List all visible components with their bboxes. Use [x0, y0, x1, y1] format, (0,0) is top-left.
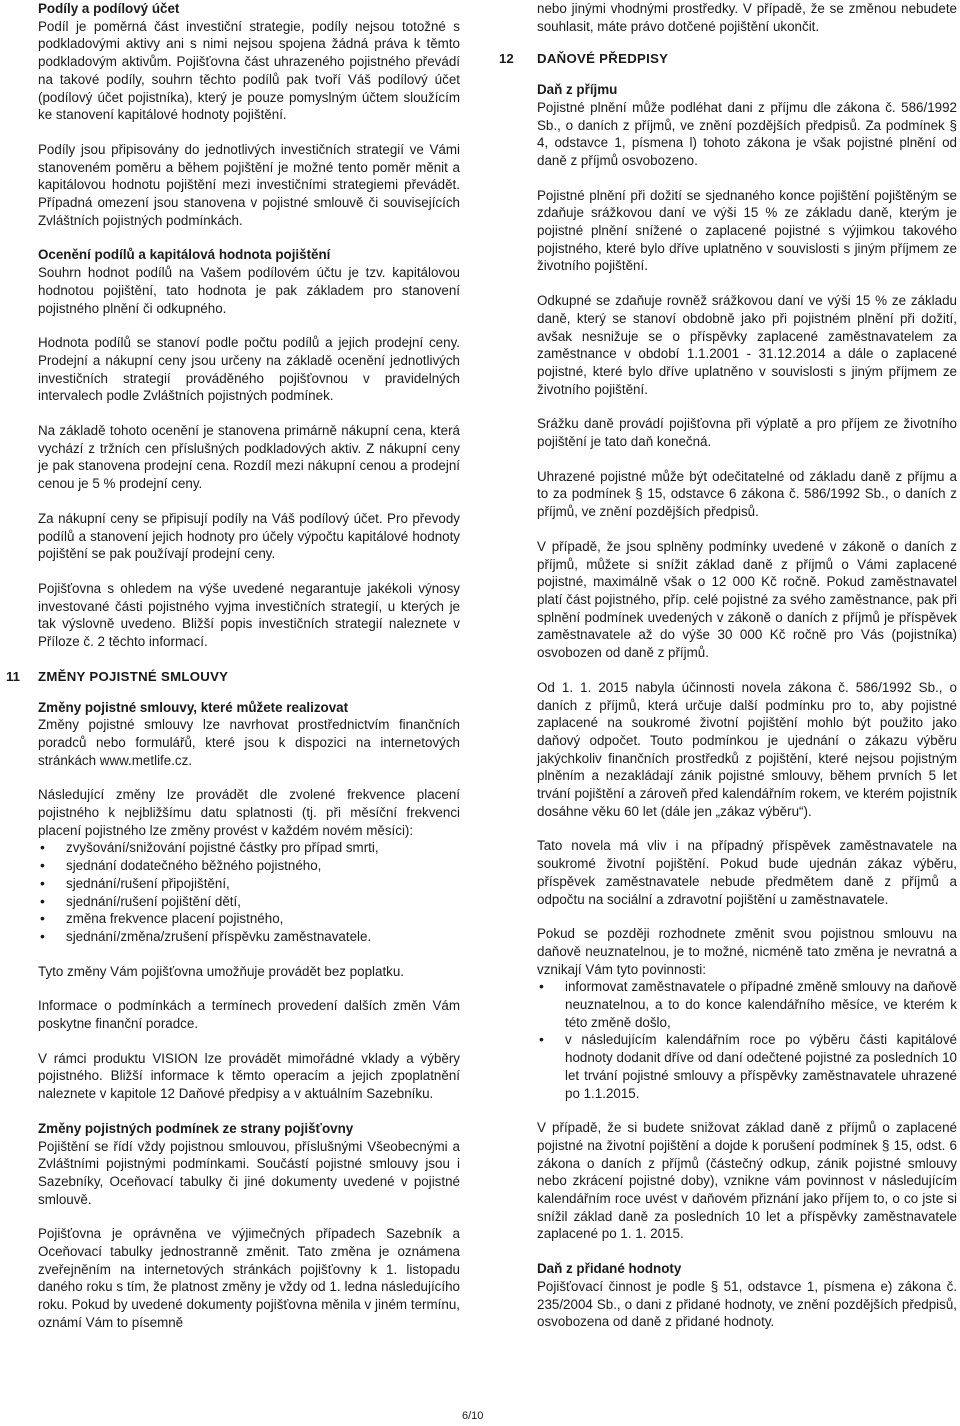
- list-item: • sjednání/změna/zrušení příspěvku zaměstnavatele.: [38, 928, 460, 946]
- list-item: • sjednání dodatečného běžného pojistného,: [38, 857, 460, 875]
- section-12: [499, 50, 957, 68]
- units-heading: Podíly a podílový účet: [38, 1, 180, 16]
- insurer-changes-paragraph-2: Pojišťovna je oprávněna ve výjimečných případech Sazebník a Oceňovací tabulky jednostranně změnit. Tato změna je oznámena zveřejněním na internetových stránkách pojišťovny k 1. listopadu daného roku s tím, že platnost změny je vždy od 1. ledna následujícího roku. Pokud by uvedené dokumenty pojišťovna měnila v jiném termínu, oznámí Vám to písemně: [38, 1226, 460, 1330]
- changes-paragraph-3: Tyto změny Vám pojišťovna umožňuje provádět bez poplatku.: [38, 963, 405, 979]
- section-11: [6, 668, 460, 686]
- valuation-paragraph-5: Pojišťovna s ohledem na výše uvedené negarantuje jakékoli výnosy investované části pojistného vyjma investičních strategií, u kterých je tak výslovně uvedeno. Bližší popis investičních strategií naleznete v Příloze č. 2 těchto informací.: [38, 580, 460, 650]
- vat-paragraph: Pojišťovací činnost je podle § 51, odstavce 1, písmena e) zákona č. 235/2004 Sb., o dani z přidané hodnoty, ve znění pozdějších předpisů, osvobozena od daně z přidané hodnoty.: [537, 1278, 957, 1330]
- tax-paragraph-7: Od 1. 1. 2015 nabyla účinnosti novela zákona č. 586/1992 Sb., o daních z příjmů, která určuje další podmínku pro to, aby pojistné zaplacené na soukromé životní pojištění mohlo být použito jako daňový odpočet. Touto podmínkou je ujednání o zákazu výběru jakýchkoliv finančních prostředků z pojištění, které nejsou pojistným plněním a nezakládají zánik pojistné smlouvy, během prvních 5 let trvání pojištění a zároveň před kalendářním rokem, ve kterém pojistník dosáhne věku 60 let (dále jen „zákaz výběru“).: [537, 679, 957, 819]
- changes-heading: Změny pojistné smlouvy, které můžete realizovat: [38, 699, 349, 715]
- tax-paragraph-6: V případě, že jsou splněny podmínky uvedené v zákoně o daních z příjmů, můžete si snížit základ daně z příjmů o Vámi zaplacené pojistné, maximálně však o 12 000 Kč ročně. Pokud zaměstnavatel platí část pojistného, příp. celé pojistné za svého zaměstnance, pak při splnění podmínek uvedených v zákoně o daních z příjmů je příspěvek zaměstnavatele až do výše 30 000 Kč ročně pro Vás (pojistníka) osvobozen od daně z příjmů.: [537, 538, 957, 661]
- changes-paragraph-5: V rámci produktu VISION lze provádět mimořádné vklady a výběry pojistného. Bližší informace k těmto operacím a jejich zpoplatnění naleznete v kapitole 12 Daňové předpisy a v aktuálním Sazebníku.: [38, 1050, 460, 1102]
- tax-paragraph-5: Uhrazené pojistné může být odečitatelné od základu daně z příjmu a to za podmínek § 15, odstavce 6 zákona č. 586/1992 Sb., o daních z příjmů, ve znění pozdějších předpisů.: [537, 468, 957, 520]
- changes-paragraph-1: Změny pojistné smlouvy lze navrhovat prostřednictvím finančních poradců nebo formulářů, které jsou k dispozici na internetových stránkách www.metlife.cz.: [38, 717, 460, 768]
- section-12-number: 12: [499, 51, 514, 67]
- insurer-changes-paragraph-1: Pojištění se řídí vždy pojistnou smlouvou, příslušnými Všeobecnými a Zvláštními pojistnými podmínkami. Součástí pojistné smlouvy jsou i Sazebníky, Oceňovací tabulky či jiné dokumenty uvedené v pojistné smlouvě.: [38, 1138, 460, 1207]
- vat-heading: Daň z přidané hodnoty: [537, 1261, 682, 1277]
- tax-paragraph-1: Pojistné plnění může podléhat dani z příjmu dle zákona č. 586/1992 Sb., o daních z příjmů, ve znění pozdějších předpisů. Za podmínek § 4, odstavce 1, písmena l) tohoto zákona je však pojistné plnění od daně z příjmů osvobozeno.: [537, 99, 957, 168]
- tax-paragraph-9: Pokud se později rozhodnete změnit svou pojistnou smlouvu na daňově neuznatelnou, je to možné, nicméně tato změna je nevratná a vznikají Vám tyto povinnosti:: [537, 926, 957, 977]
- section-12-title: DAŇOVÉ PŘEDPISY: [537, 51, 669, 67]
- tax-paragraph-3: Odkupné se zdaňuje rovněž srážkovou daní ve výši 15 % ze základu daně, který se stanoví obdobně jako při pojistném plnění při dožití, avšak nesnižuje se o příspěvky zaplacené zaměstnavatelem za zaměstnance v období 1.1.2001 - 31.12.2014 a dále o zaplacené pojistné, které bylo dříve uplatněno v souvislosti s jiným příjmem ze životního pojištění.: [537, 293, 957, 397]
- tax-paragraph-10: V případě, že si budete snižovat základ daně z příjmů o zaplacené pojistné na životní pojištění a dojde k porušení podmínek § 15, odst. 6 zákona o daních z příjmů (částečný odkup, zánik pojistné smlouvy nebo zkrácení pojistné doby), vznikne vám povinnost v následujícím kalendářním roce uvést v daňovém přiznání jako příjem to, o co jste si snížil základ daně za posledních 10 let a příspěvky zaměstnavatele zaplacené po 1. 1. 2015.: [537, 1120, 957, 1242]
- continued-paragraph: nebo jinými vhodnými prostředky. V případě, že se změnou nebudete souhlasit, máte právo dotčené pojištění ukončit.: [537, 1, 957, 34]
- units-paragraph-1: Podíl je poměrná část investiční strategie, podíly nejsou totožné s podkladovými aktivy ani s nimi nejsou spojena žádná práva k těmto podkladovým aktivům. Pojišťovna část uhrazeného pojistného převádí na takové podíly, souhrn těchto podílů pak tvoří Váš podílový účet (podílový účet pojistníka), který je pouze pomyslným účtem sloužícím ke stanovení kapitálové hodnoty pojištění.: [38, 18, 460, 123]
- units-paragraph-2: Podíly jsou připisovány do jednotlivých investičních strategií ve Vámi stanoveném poměru a během pojištění je možné tento poměr měnit a kapitálovou hodnotu pojištění mezi investičními strategiemi převádět. Případná omezení jsou stanovena v pojistné smlouvě či souvisejících Zvláštních pojistných podmínkách.: [38, 141, 460, 228]
- section-11-title: ZMĚNY POJISTNÉ SMLOUVY: [38, 668, 229, 684]
- section-11-number: 11: [6, 668, 20, 684]
- tax-paragraph-2: Pojistné plnění při dožití se sjednaného konce pojištění pojištěným se zdaňuje srážkovou daní ve výši 15 % ze základu daně, kterým je pojistné plnění snížené o zaplacené pojistné s výjimkou takového pojistného, které bylo dříve uplatněno v souvislosti s jiným příjmem ze životního pojištění.: [537, 187, 957, 274]
- valuation-paragraph-1: Souhrn hodnot podílů na Vašem podílovém účtu je tzv. kapitálovou hodnotou pojištění, tato hodnota je pak základem pro stanovení pojistného plnění či odkupného.: [38, 265, 460, 316]
- income-tax-heading: Daň z příjmu: [537, 82, 618, 98]
- tax-paragraph-4: Srážku daně provádí pojišťovna při výplatě a pro příjem ze životního pojištění je tato daň konečná.: [537, 416, 957, 450]
- tax-paragraph-8: Tato novela má vliv i na případný příspěvek zaměstnavatele na soukromé životní pojištění. Pokud bude ujednán zákaz výběru, příspěvek zaměstnavatele nebude předmětem daně z příjmů a odpočtu na sociální a zdravotní pojištění u zaměstnavatele.: [537, 838, 957, 907]
- changes-list: [38, 839, 460, 945]
- list-item: • zvyšování/snižování pojistné částky pro případ smrti,: [38, 839, 460, 857]
- left-column: [6, 0, 460, 1332]
- valuation-paragraph-3: Na základě tohoto ocenění je stanovena primárně nákupní cena, která vychází z tržních cen příslušných podkladových aktiv. Z nákupní ceny je pak stanovena prodejní cena. Rozdíl mezi nákupní cenou a prodejní cenou je 5 % prodejní ceny.: [38, 423, 460, 492]
- right-column: [499, 0, 957, 1348]
- valuation-paragraph-2: Hodnota podílů se stanoví podle počtu podílů a jejich prodejní ceny. Prodejní a nákupní ceny jsou určeny na základě ocenění jednotlivých investičních strategií prováděného pojišťovnou v pravidelných intervalech podle Zvláštních pojistných podmínek.: [38, 335, 460, 404]
- page-number: 6/10: [462, 1410, 484, 1422]
- changes-paragraph-2: Následující změny lze provádět dle zvolené frekvence placení pojistného k nejbližšímu datu splatnosti (tj. při měsíční frekvenci placení pojistného lze změny provést v každém novém měsíci):: [38, 787, 460, 838]
- obligations-list: [537, 978, 957, 1102]
- list-item: • změna frekvence placení pojistného,: [38, 910, 460, 928]
- list-item: • sjednání/rušení pojištění dětí,: [38, 893, 460, 911]
- insurer-changes-heading: Změny pojistných podmínek ze strany pojišťovny: [38, 1120, 354, 1136]
- valuation-heading: Ocenění podílů a kapitálová hodnota pojištění: [38, 247, 331, 263]
- changes-paragraph-4: Informace o podmínkách a termínech provedení dalších změn Vám poskytne finanční poradce.: [38, 998, 460, 1032]
- valuation-paragraph-4: Za nákupní ceny se připisují podíly na Váš podílový účet. Pro převody podílů a stanovení jejich hodnoty pro účely výpočtu kapitálové hodnoty pojištění se pak používají prodejní ceny.: [38, 510, 460, 562]
- list-item: • v následujícím kalendářním roce po výběru části kapitálové hodnoty dodanit dříve od daní odečtené pojistné za posledních 10 let trvání pojistné smlouvy a příspěvky zaměstnavatele uhrazené po 1.1.2015.: [537, 1031, 957, 1102]
- list-item: • informovat zaměstnavatele o případné změně smlouvy na daňově neuznatelnou, a to do konce kalendářního měsíce, ve kterém k této změně došlo,: [537, 978, 957, 1031]
- list-item: • sjednání/rušení připojištění,: [38, 875, 460, 893]
